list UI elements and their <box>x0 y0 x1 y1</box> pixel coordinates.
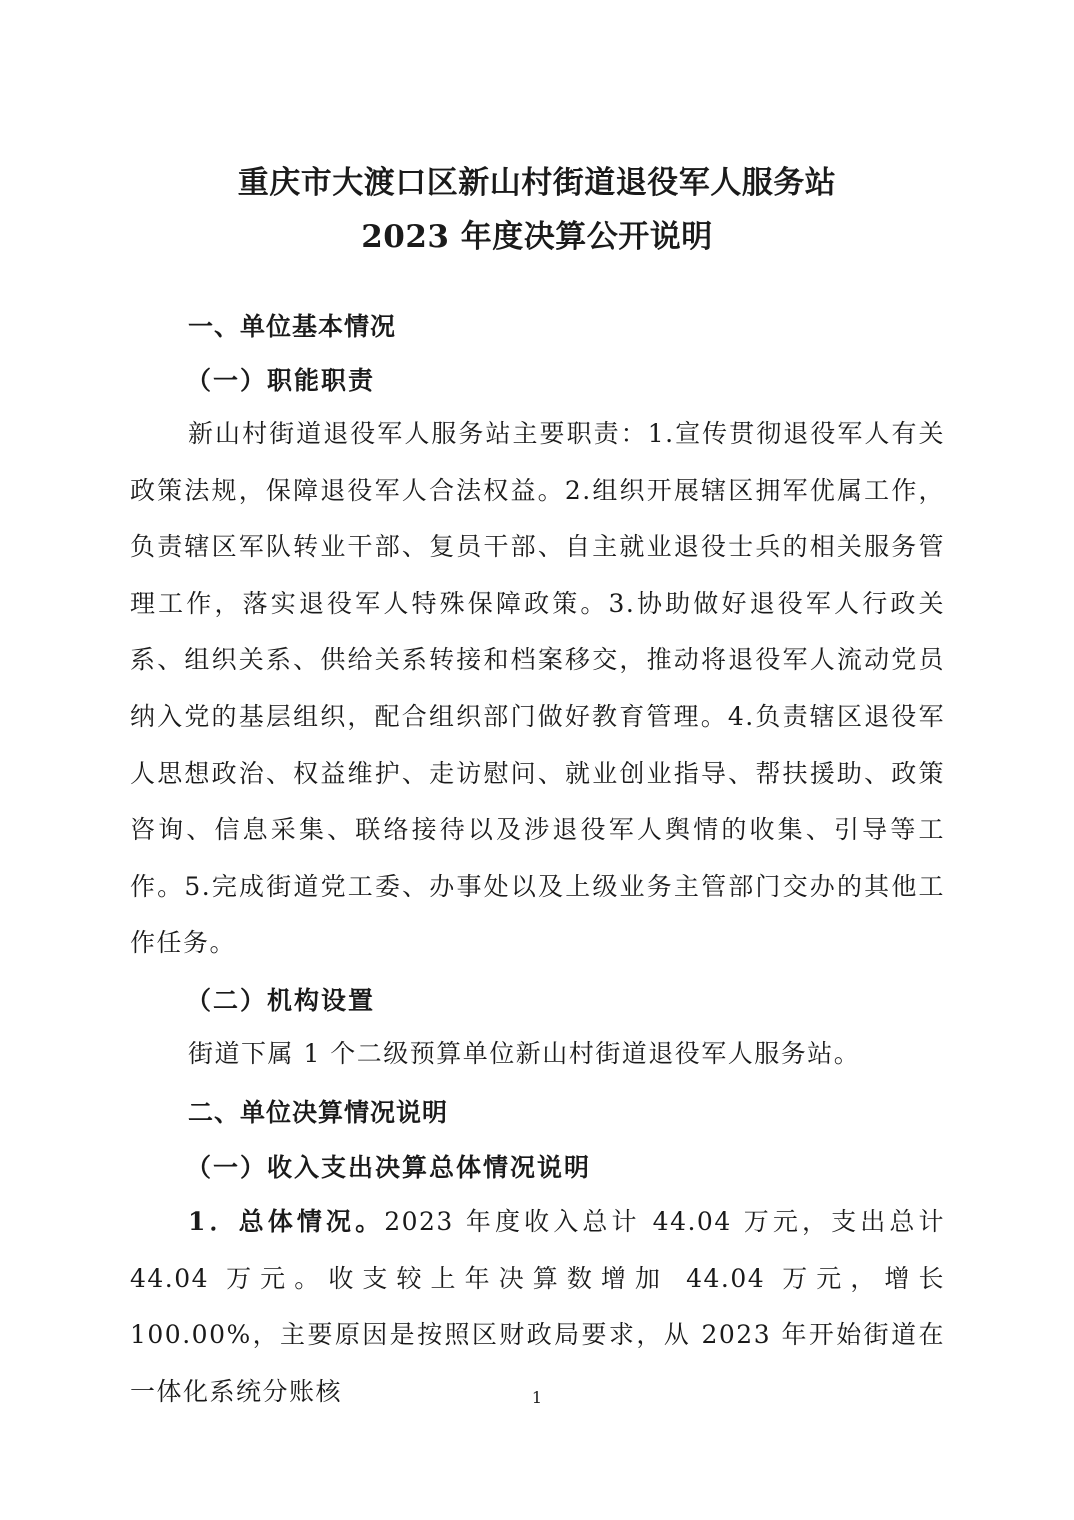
page-number: 1 <box>531 1388 543 1407</box>
section-1-sub-1-heading: （一）职能职责 <box>186 366 376 395</box>
overall-situation-text: 2023 年度收入总计 44.04 万元，支出总计 44.04 万元。收支较上年决算数增加 44.04 万元，增长 100.00%，主要原因是按照区财政局要求，从 2023 年开始街道在一体化系统分账核 <box>130 1207 945 1406</box>
duties-paragraph: 新山村街道退役军人服务站主要职责：1.宣传贯彻退役军人有关政策法规，保障退役军人合法权益。2.组织开展辖区拥军优属工作，负责辖区军队转业干部、复员干部、自主就业退役士兵的相关服务管理工作，落实退役军人特殊保障政策。3.协助做好退役军人行政关系、组织关系、供给关系转接和档案移交，推动将退役军人流动党员纳入党的基层组织，配合组织部门做好教育管理。4.负责辖区退役军人思想政治、权益维护、走访慰问、就业创业指导、帮扶援助、政策咨询、信息采集、联络接待以及涉退役军人舆情的收集、引导等工作。5.完成街道党工委、办事处以及上级业务主管部门交办的其他工作任务。 <box>130 419 945 958</box>
document-title-line-2: 2023 年度决算公开说明 <box>361 219 713 255</box>
overall-situation-paragraph <box>130 1194 945 1420</box>
section-1-sub-2-heading: （二）机构设置 <box>186 986 376 1015</box>
section-2-heading: 二、单位决算情况说明 <box>188 1098 449 1127</box>
organization-paragraph: 街道下属 1 个二级预算单位新山村街道退役军人服务站。 <box>188 1039 861 1068</box>
section-1-heading: 一、单位基本情况 <box>188 312 397 341</box>
section-2-sub-1-heading: （一）收入支出决算总体情况说明 <box>186 1153 592 1182</box>
overall-situation-lead: 1．总体情况。 <box>188 1207 385 1236</box>
document-title-line-1: 重庆市大渡口区新山村街道退役军人服务站 <box>237 165 837 201</box>
